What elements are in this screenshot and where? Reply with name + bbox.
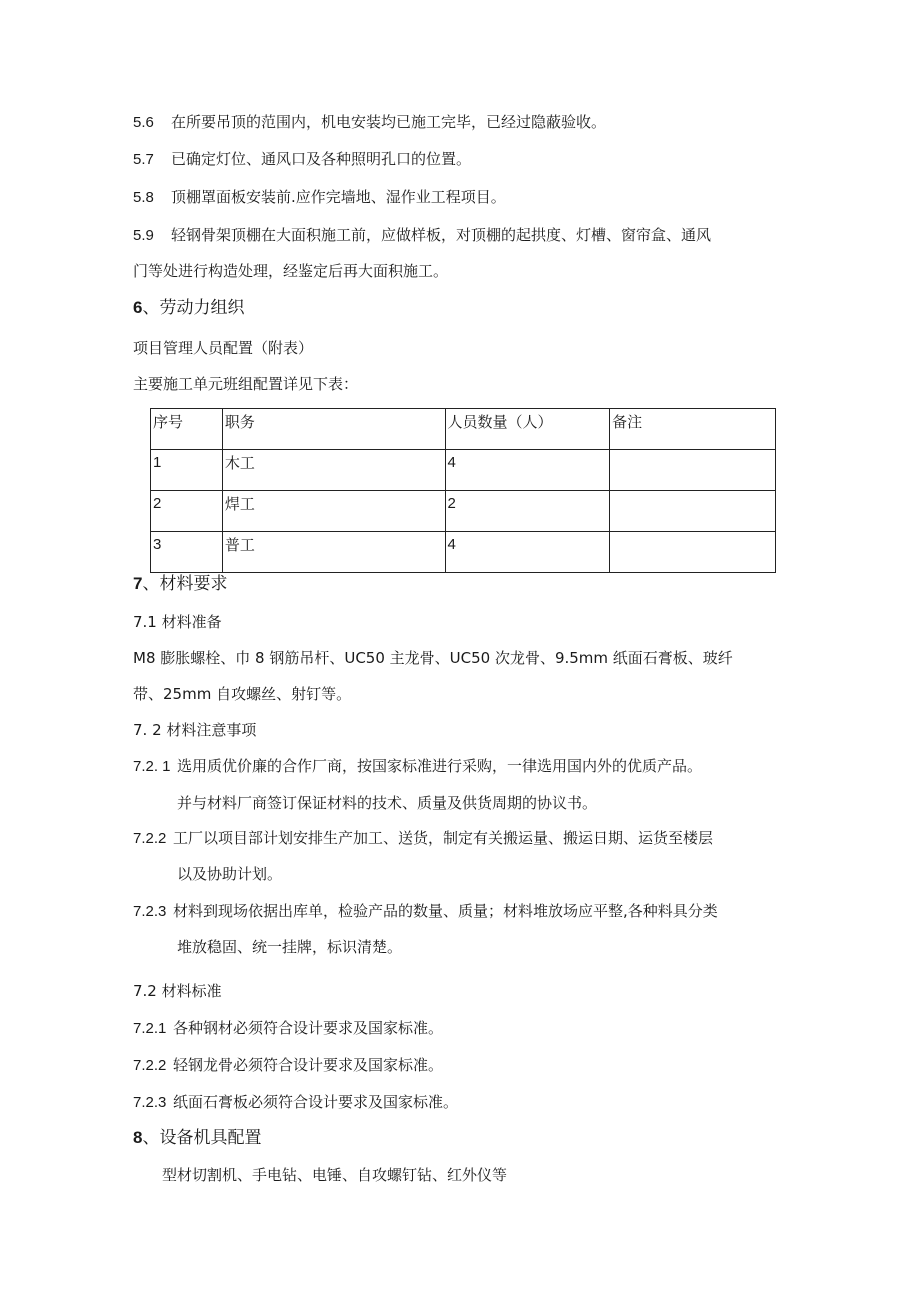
table-cell: 4 [445,450,610,491]
item-5-9-continuation: 门等处进行构造处理，经鉴定后再大面积施工。 [133,262,449,280]
section-number: 8 [133,1128,143,1147]
item-text: 材料到现场依据出库单，检验产品的数量、质量；材料堆放场应平整,各种料具分类 [173,902,718,920]
section-7-heading [133,573,227,595]
item-text: 选用质优价廉的合作厂商，按国家标准进行采购，一律选用国内外的优质产品。 [177,757,703,775]
section-6-line-2: 主要施工单元班组配置详见下表： [133,375,359,393]
paragraph-7-1-line-2: 带、25mm 自攻螺丝、射钉等。 [133,685,352,703]
item-7-2-1-continuation: 并与材料厂商签订保证材料的技术、质量及供货周期的协议书。 [177,794,598,812]
section-8-heading [133,1127,261,1149]
item-number: 5.9 [133,227,154,244]
item-number: 7.2.3 [133,1094,167,1111]
table-row [151,491,776,532]
section-title: 、设备机具配置 [142,1128,262,1148]
table-cell: 2 [445,491,610,532]
table-row [151,532,776,573]
table-row [151,450,776,491]
standard-7-2-1 [133,1018,443,1039]
table-cell: 2 [151,491,223,532]
section-6-heading [133,297,244,319]
table-header-cell: 人员数量（人） [445,409,610,450]
section-8-line-1: 型材切割机、手电钻、电锤、自攻螺钉钻、红外仪等 [162,1166,508,1184]
item-number: 5.8 [133,189,154,206]
item-number: 5.6 [133,114,154,131]
item-7-2-3-continuation: 堆放稳固、统一挂牌，标识清楚。 [177,938,403,956]
table-header-cell: 备注 [610,409,776,450]
staff-table [150,408,776,573]
item-text: 各种钢材必须符合设计要求及国家标准。 [173,1019,444,1037]
item-7-2-2-continuation: 以及协助计划。 [177,865,283,883]
section-number: 6 [133,298,143,317]
section-title: 、材料要求 [142,574,228,594]
table-cell [610,491,776,532]
subsection-7-2-standards: 7.2 材料标准 [133,982,222,1000]
item-text: 轻钢龙骨必须符合设计要求及国家标准。 [173,1056,444,1074]
table-cell: 木工 [222,450,445,491]
table-header-row [151,409,776,450]
item-text: 纸面石膏板必须符合设计要求及国家标准。 [173,1093,459,1111]
table-cell [610,532,776,573]
item-number: 7.2.2 [133,830,167,847]
item-text: 轻钢骨架顶棚在大面积施工前，应做样板，对顶棚的起拱度、灯槽、窗帘盒、通风 [171,226,712,244]
item-5-8 [133,187,506,208]
item-number: 7.2.1 [133,1020,167,1037]
subsection-7-2: 7. 2 材料注意事项 [133,721,257,739]
item-5-7 [133,149,471,170]
item-5-9 [133,225,711,246]
item-number: 7.2.3 [133,903,167,920]
item-5-6 [133,112,606,133]
table-cell: 1 [151,450,223,491]
item-7-2-1 [133,756,702,777]
item-text: 顶棚罩面板安装前.应作完墙地、湿作业工程项目。 [171,188,506,206]
item-number: 5.7 [133,151,154,168]
standard-7-2-3 [133,1092,458,1113]
table-cell: 3 [151,532,223,573]
table-header-cell: 职务 [222,409,445,450]
item-text: 已确定灯位、通风口及各种照明孔口的位置。 [171,150,472,168]
item-number: 7.2.2 [133,1057,167,1074]
table-header-cell: 序号 [151,409,223,450]
item-7-2-3 [133,901,718,922]
section-6-line-1: 项目管理人员配置（附表） [133,339,314,357]
table-cell [610,450,776,491]
table-cell: 4 [445,532,610,573]
standard-7-2-2 [133,1055,443,1076]
item-number: 7.2. 1 [133,758,171,775]
table-cell: 普工 [222,532,445,573]
table-cell: 焊工 [222,491,445,532]
item-text: 工厂以项目部计划安排生产加工、送货，制定有关搬运量、搬运日期、运货至楼层 [173,829,714,847]
paragraph-7-1-line-1: M8 膨胀螺栓、巾 8 钢筋吊杆、UC50 主龙骨、UC50 次龙骨、9.5mm 纸面石膏板、玻纤 [133,649,733,667]
section-title: 、劳动力组织 [142,298,245,318]
section-number: 7 [133,574,143,593]
item-text: 在所要吊顶的范围内，机电安装均已施工完毕，已经过隐蔽验收。 [171,113,607,131]
subsection-7-1: 7.1 材料准备 [133,613,222,631]
item-7-2-2 [133,828,713,849]
